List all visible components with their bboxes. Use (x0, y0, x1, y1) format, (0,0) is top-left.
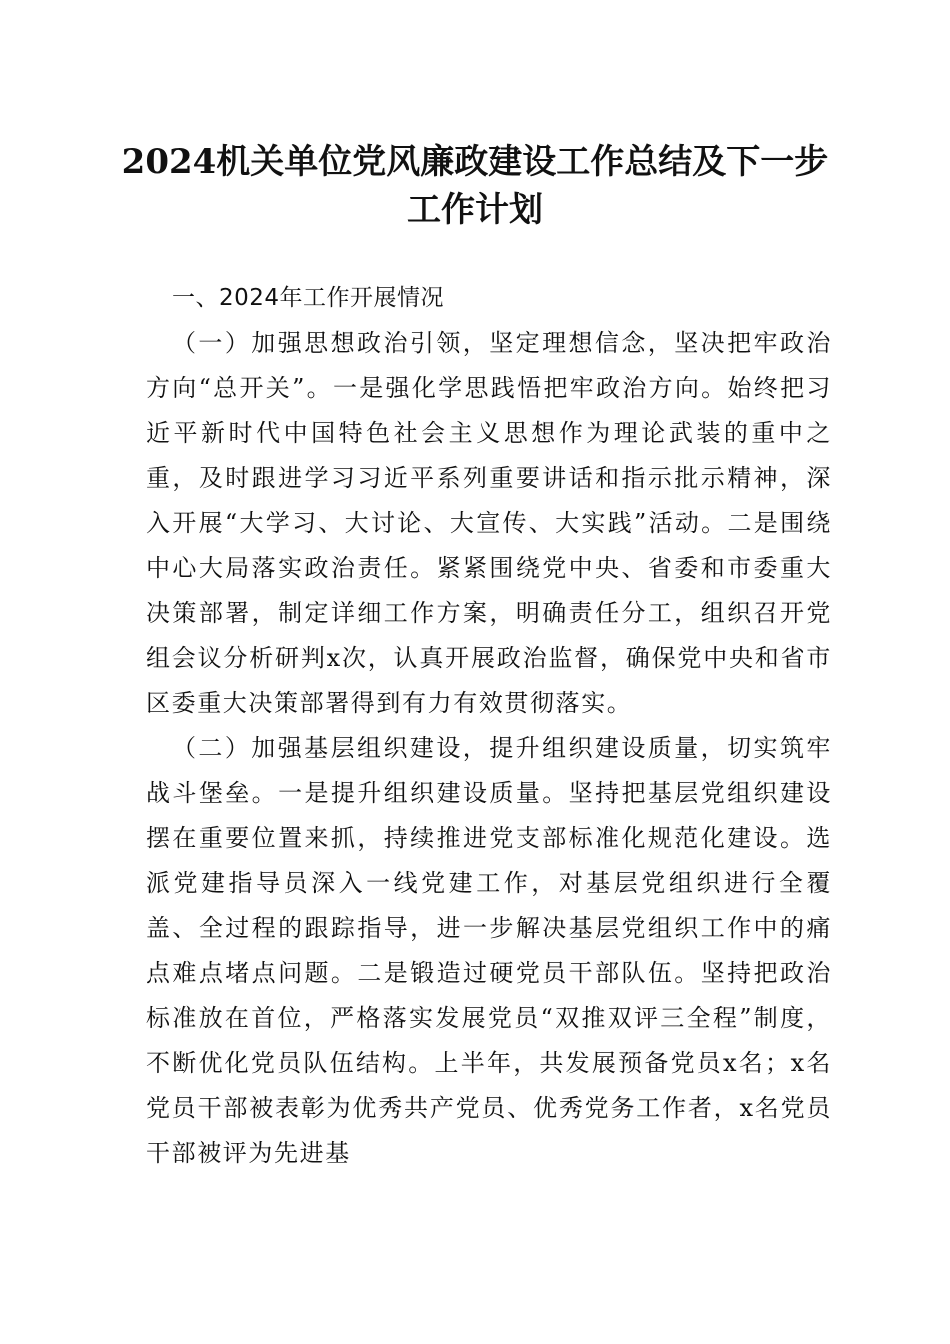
paragraph-1: （一）加强思想政治引领，坚定理想信念，坚决把牢政治方向“总开关”。一是强化学思践悟把牢政治方向。始终把习近平新时代中国特色社会主义思想作为理论武装的重中之重，及时跟进学习习近平系列重要讲话和指示批示精神，深入开展“大学习、大讨论、大宣传、大实践”活动。二是围绕中心大局落实政治责任。紧紧围绕党中央、省委和市委重大决策部署，制定详细工作方案，明确责任分工，组织召开党组会议分析研判x次，认真开展政治监督，确保党中央和省市区委重大决策部署得到有力有效贯彻落实。 (146, 329, 832, 717)
document-body (146, 276, 832, 1176)
paragraph-2: （二）加强基层组织建设，提升组织建设质量，切实筑牢战斗堡垒。一是提升组织建设质量。坚持把基层党组织建设摆在重要位置来抓，持续推进党支部标准化规范化建设。选派党建指导员深入一线党建工作，对基层党组织进行全覆盖、全过程的跟踪指导，进一步解决基层党组织工作中的痛点难点堵点问题。二是锻造过硬党员干部队伍。坚持把政治标准放在首位，严格落实发展党员“双推双评三全程”制度，不断优化党员队伍结构。上半年，共发展预备党员x名；x名党员干部被表彰为优秀共产党员、优秀党务工作者，x名党员干部被评为先进基 (146, 734, 832, 1167)
section-heading: 一、2024年工作开展情况 (172, 285, 445, 311)
document-title: 2024机关单位党风廉政建设工作总结及下一步工作计划 (121, 142, 829, 230)
